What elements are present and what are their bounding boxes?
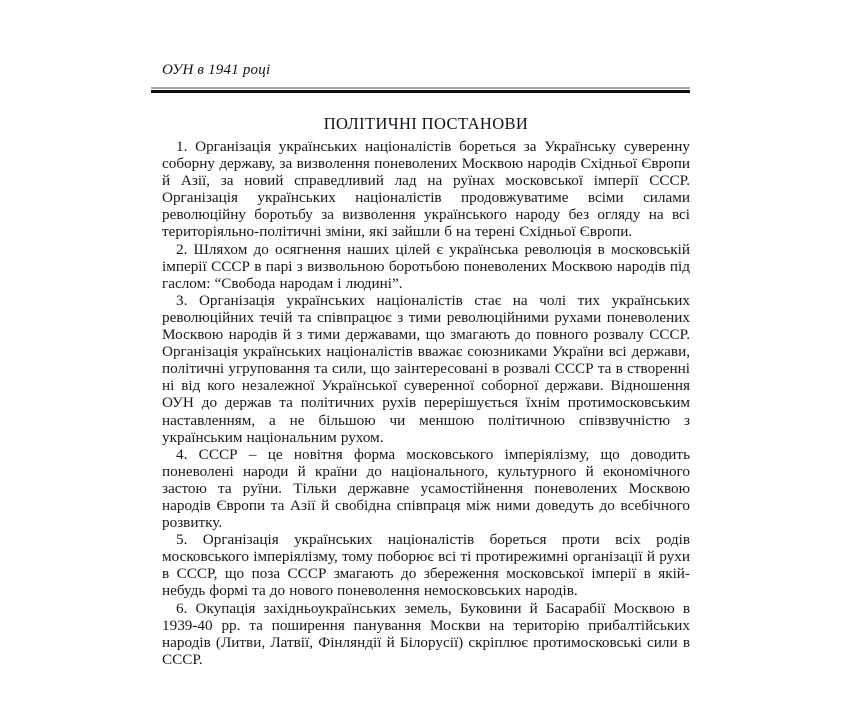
document-body [162,138,690,668]
paragraph-2: 2. Шляхом до осягнення наших цілей є українська революція в московській імперії СССР в парі з визвольною боротьбою поневолених Москвою народів під гаслом: “Свобода народам і людині”. [162,240,690,292]
paragraph-1: 1. Організація українських націоналістів бореться за Українську суверенну соборну державу, за визволення поневолених Москвою народів Східньої Європи й Азії, за новий справедливий лад на руїнах московської імперії СССР. Організація українських націоналістів продовжуватиме всіми силами революційну боротьбу за визволення українського народу без огляду на всі територіяльно-політичні зміни, які зайшли б на терені Східньої Європи. [162,138,690,241]
header-rule-thick-line [151,90,690,93]
header-rule-thin-line [151,87,690,89]
text-column [162,0,690,668]
running-header: ОУН в 1941 році [162,62,271,78]
paragraph-6: 6. Окупація західньоукраїнських земель, Буковини й Басарабії Москвою в 1939-40 рр. та поширення панування Москви на територію прибалтійських народів (Литви, Латвії, Фінляндії й Білорусії) скріплює протимосковські сили в СССР. [162,599,690,668]
paragraph-3: 3. Організація українських націоналістів стає на чолі тих українських революційних течій та співпрацює з тими революційними рухами поневолених Москвою народів й з тими державами, що змагають до повного розвалу СССР. Організація українських націоналістів вважає союзниками України всі держави, політичні угруповання та сили, що заінтересовані в розвалі СССР та в створенні ні від кого незалежної Української суверенної соборної держави. Відношення ОУН до держав та політичних рухів перерішується їхнім протимосковським наставленням, а не більшою чи меншою політичною співзвучністю з українським національним рухом. [162,291,690,446]
header-rule [151,87,690,93]
paragraph-4: 4. СССР – це новітня форма московського імперіялізму, що доводить поневолені народи й країни до національного, культурного й економічного застою та руїни. Тільки державне усамостійнення поневолених Москвою народів Європи та Азії й свобідна співпраця між ними доведуть до всебічного розвитку. [162,445,690,532]
document-title: ПОЛІТИЧНІ ПОСТАНОВИ [323,114,529,133]
paragraph-5: 5. Організація українських націоналістів бореться проти всіх родів московського імперіялізму, тому поборює всі ті протирежимні організації й рухи в СССР, що поза СССР змагають до збереження московської імперії в якій-небудь формі та до нового поневолення немосковських народів. [162,531,690,600]
